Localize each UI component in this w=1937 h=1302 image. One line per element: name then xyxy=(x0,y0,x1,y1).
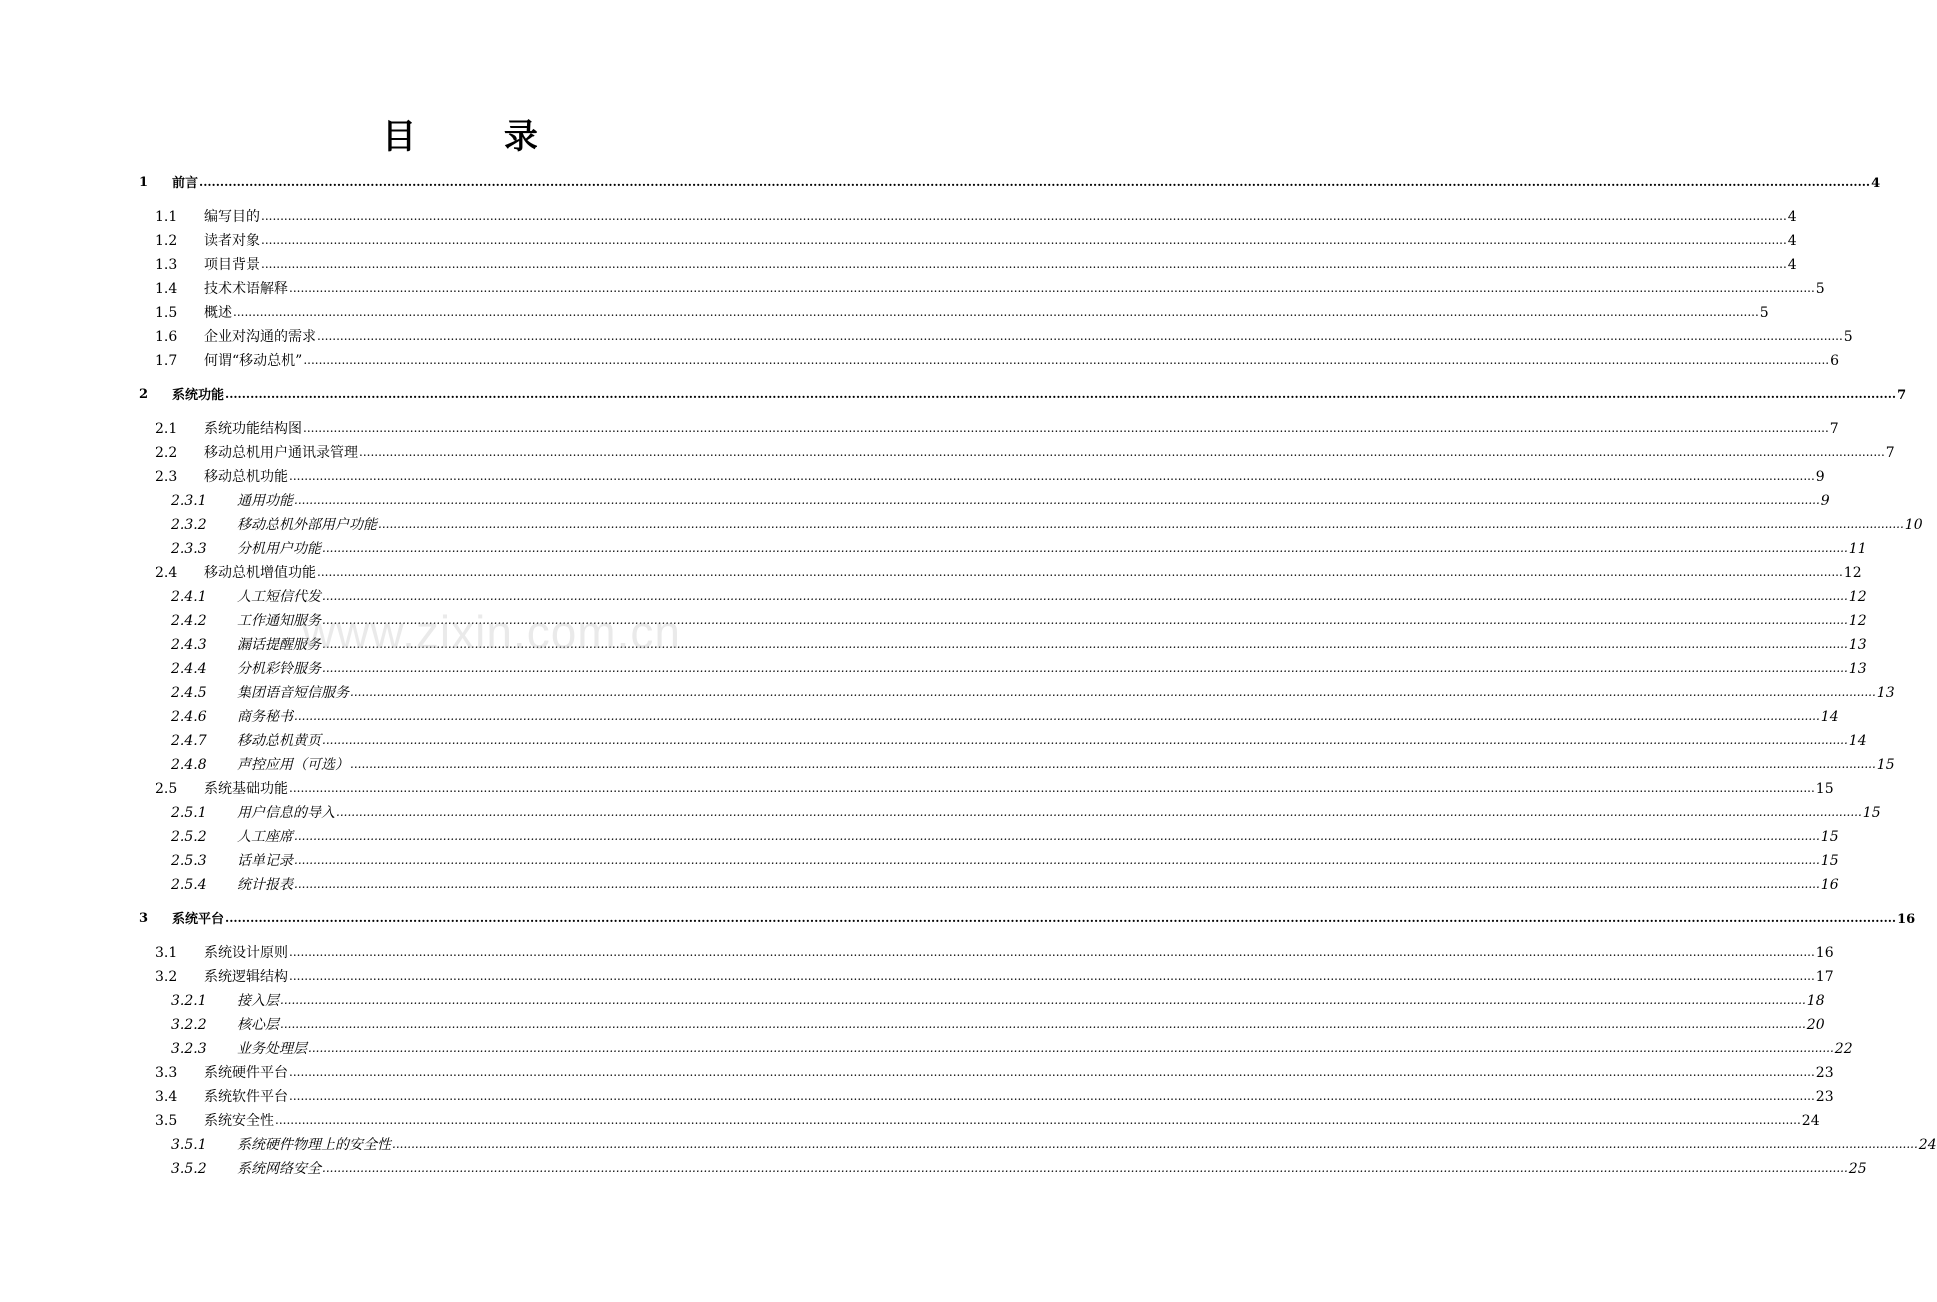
toc-entry-number: 1.5 xyxy=(155,305,178,321)
toc-entry-line xyxy=(204,301,1769,325)
toc-entry-line xyxy=(204,441,1895,465)
dot-leader: ................................................................................................................................................................................................................................................................................................................................................................................................................ xyxy=(225,387,1897,401)
toc-entry-label: 系统基础功能 xyxy=(204,781,288,797)
toc-entry-number: 2.4.8 xyxy=(171,757,207,773)
toc-entry-number: 3.5.2 xyxy=(171,1161,207,1177)
dot-leader: ................................................................................................................................................................................................................................................................................................................................................................................................................ xyxy=(308,1041,1834,1055)
toc-entry-label: 人工短信代发 xyxy=(237,589,321,605)
toc-entry-number: 1.4 xyxy=(155,281,178,297)
toc-entry-page-number: 16 xyxy=(1815,945,1834,961)
dot-leader: ................................................................................................................................................................................................................................................................................................................................................................................................................ xyxy=(280,993,1806,1007)
toc-entry-number: 2.3.1 xyxy=(171,493,207,509)
toc-entry-number: 2.4.3 xyxy=(171,637,207,653)
dot-leader: ................................................................................................................................................................................................................................................................................................................................................................................................................ xyxy=(303,353,1830,367)
dot-leader: ................................................................................................................................................................................................................................................................................................................................................................................................................ xyxy=(225,911,1897,925)
dot-leader: ................................................................................................................................................................................................................................................................................................................................................................................................................ xyxy=(289,781,1815,795)
dot-leader: ................................................................................................................................................................................................................................................................................................................................................................................................................ xyxy=(322,733,1848,747)
toc-entry-line xyxy=(237,1157,1867,1181)
toc-entry-label: 业务处理层 xyxy=(237,1041,307,1057)
toc-entry-number: 3.2.1 xyxy=(171,993,207,1009)
toc-entry[interactable] xyxy=(0,801,1881,825)
toc-entry-number: 1.3 xyxy=(155,257,178,273)
toc-entry-page-number: 24 xyxy=(1801,1113,1820,1129)
dot-leader: ................................................................................................................................................................................................................................................................................................................................................................................................................ xyxy=(294,853,1820,867)
toc-entry[interactable] xyxy=(0,965,1834,989)
dot-leader: ................................................................................................................................................................................................................................................................................................................................................................................................................ xyxy=(289,1089,1815,1103)
toc-entry[interactable] xyxy=(0,171,1881,195)
dot-leader: ................................................................................................................................................................................................................................................................................................................................................................................................................ xyxy=(322,589,1848,603)
toc-entry[interactable] xyxy=(0,229,1797,253)
dot-leader: ................................................................................................................................................................................................................................................................................................................................................................................................................ xyxy=(289,1065,1815,1079)
dot-leader: ................................................................................................................................................................................................................................................................................................................................................................................................................ xyxy=(317,329,1843,343)
dot-leader: ................................................................................................................................................................................................................................................................................................................................................................................................................ xyxy=(294,493,1820,507)
toc-entry-label: 核心层 xyxy=(237,1017,279,1033)
dot-leader: ................................................................................................................................................................................................................................................................................................................................................................................................................ xyxy=(350,685,1876,699)
toc-entry-number: 2.5.3 xyxy=(171,853,207,869)
toc-entry[interactable] xyxy=(0,1085,1834,1109)
toc-entry-label: 编写目的 xyxy=(204,209,260,225)
toc-entry-number: 2.4 xyxy=(155,565,178,581)
toc-entry-number: 2.4.7 xyxy=(171,733,207,749)
toc-entry-label: 集团语音短信服务 xyxy=(237,685,349,701)
toc-entry-number: 3.4 xyxy=(155,1089,178,1105)
toc-entry-label: 分机彩铃服务 xyxy=(237,661,321,677)
toc-entry-line xyxy=(237,585,1867,609)
toc-entry[interactable] xyxy=(0,301,1769,325)
toc-entry-page-number: 10 xyxy=(1904,517,1923,533)
toc-entry-page-number: 9 xyxy=(1820,493,1830,509)
toc-entry-number: 2.4.5 xyxy=(171,685,207,701)
toc-entry-line xyxy=(237,825,1839,849)
toc-entry-page-number: 24 xyxy=(1918,1137,1937,1153)
toc-entry-line xyxy=(237,729,1867,753)
dot-leader: ................................................................................................................................................................................................................................................................................................................................................................................................................ xyxy=(289,969,1815,983)
toc-entry-number: 3.2.3 xyxy=(171,1041,207,1057)
toc-entry-number: 3.5 xyxy=(155,1113,178,1129)
toc-entry-label: 读者对象 xyxy=(204,233,260,249)
toc-entry-number: 1.6 xyxy=(155,329,178,345)
toc-entry-label: 移动总机用户通讯录管理 xyxy=(204,445,358,461)
dot-leader: ................................................................................................................................................................................................................................................................................................................................................................................................................ xyxy=(303,421,1829,435)
toc-entry-label: 系统硬件平台 xyxy=(204,1065,288,1081)
dot-leader: ................................................................................................................................................................................................................................................................................................................................................................................................................ xyxy=(261,209,1787,223)
toc-entry-label: 移动总机黄页 xyxy=(237,733,321,749)
toc-entry-number: 3.2.2 xyxy=(171,1017,207,1033)
toc-entry-label: 话单记录 xyxy=(237,853,293,869)
toc-entry-line xyxy=(204,253,1797,277)
toc-entry[interactable] xyxy=(0,537,1867,561)
toc-entry-label: 漏话提醒服务 xyxy=(237,637,321,653)
toc-entry-line xyxy=(172,171,1881,196)
toc-entry[interactable] xyxy=(0,1037,1853,1061)
toc-entry-number: 2 xyxy=(139,387,149,402)
dot-leader: ................................................................................................................................................................................................................................................................................................................................................................................................................ xyxy=(322,661,1848,675)
toc-entry[interactable] xyxy=(0,849,1839,873)
toc-entry-page-number: 14 xyxy=(1848,733,1867,749)
toc-entry-label: 系统网络安全 xyxy=(237,1161,321,1177)
toc-entry-page-number: 13 xyxy=(1848,661,1867,677)
toc-entry-page-number: 7 xyxy=(1829,421,1839,437)
toc-entry[interactable] xyxy=(0,417,1839,441)
toc-entry-number: 2.5.1 xyxy=(171,805,207,821)
toc-entry[interactable] xyxy=(0,873,1839,897)
toc-entry-line xyxy=(204,325,1853,349)
toc-entry-line xyxy=(204,465,1825,489)
toc-entry-line xyxy=(237,609,1867,633)
dot-leader: ................................................................................................................................................................................................................................................................................................................................................................................................................ xyxy=(294,877,1820,891)
dot-leader: ................................................................................................................................................................................................................................................................................................................................................................................................................ xyxy=(289,281,1815,295)
toc-entry-label: 系统功能结构图 xyxy=(204,421,302,437)
toc-entry-page-number: 18 xyxy=(1806,993,1825,1009)
toc-entry-line xyxy=(204,1085,1834,1109)
toc-entry-line xyxy=(237,801,1881,825)
watermark: www.zixin.com.cn xyxy=(302,606,681,658)
toc-title: 目 录 xyxy=(382,117,576,157)
toc-entry-page-number: 7 xyxy=(1897,388,1907,403)
toc-entry-line xyxy=(237,1133,1937,1157)
toc-entry[interactable] xyxy=(0,561,1862,585)
toc-entry[interactable] xyxy=(0,441,1895,465)
toc-entry-number: 2.3.2 xyxy=(171,517,207,533)
toc-entry-page-number: 23 xyxy=(1815,1065,1834,1081)
toc-entry-line xyxy=(204,965,1834,989)
toc-entry-label: 商务秘书 xyxy=(237,709,293,725)
toc-entry-page-number: 14 xyxy=(1820,709,1839,725)
toc-entry-number: 2.2 xyxy=(155,445,178,461)
dot-leader: ................................................................................................................................................................................................................................................................................................................................................................................................................ xyxy=(322,1161,1848,1175)
toc-entry-page-number: 12 xyxy=(1843,565,1862,581)
toc-entry[interactable] xyxy=(0,657,1867,681)
toc-entry[interactable] xyxy=(0,489,1830,513)
dot-leader: ................................................................................................................................................................................................................................................................................................................................................................................................................ xyxy=(261,257,1787,271)
toc-entry-page-number: 16 xyxy=(1820,877,1839,893)
toc-entry-label: 系统硬件物理上的安全性 xyxy=(237,1137,391,1153)
toc-entry-line xyxy=(204,1109,1820,1133)
toc-entry-page-number: 12 xyxy=(1848,589,1867,605)
dot-leader: ................................................................................................................................................................................................................................................................................................................................................................................................................ xyxy=(350,757,1876,771)
toc-entry-label: 系统安全性 xyxy=(204,1113,274,1129)
toc-entry[interactable] xyxy=(0,465,1825,489)
toc-entry-number: 2.1 xyxy=(155,421,178,437)
dot-leader: ................................................................................................................................................................................................................................................................................................................................................................................................................ xyxy=(261,233,1787,247)
toc-entry-line xyxy=(204,417,1839,441)
toc-entry-line xyxy=(237,753,1895,777)
toc-entry-page-number: 13 xyxy=(1848,637,1867,653)
toc-entry-line xyxy=(172,907,1916,932)
toc-entry[interactable] xyxy=(0,941,1834,965)
toc-entry-label: 何谓“移动总机” xyxy=(204,353,303,369)
toc-entry[interactable] xyxy=(0,609,1867,633)
toc-entry-page-number: 16 xyxy=(1897,912,1916,927)
toc-entry-line xyxy=(204,1061,1834,1085)
toc-entry-page-number: 5 xyxy=(1815,281,1825,297)
toc-entry[interactable] xyxy=(0,681,1895,705)
toc-entry-line xyxy=(237,705,1839,729)
toc-entry-number: 1.2 xyxy=(155,233,178,249)
toc-entry[interactable] xyxy=(0,705,1839,729)
dot-leader: ................................................................................................................................................................................................................................................................................................................................................................................................................ xyxy=(378,517,1904,531)
toc-entry-line xyxy=(204,561,1862,585)
toc-entry-page-number: 9 xyxy=(1815,469,1825,485)
toc-entry[interactable] xyxy=(0,513,1923,537)
toc-entry-page-number: 4 xyxy=(1787,257,1797,273)
toc-entry-line xyxy=(237,489,1830,513)
toc-entry-line xyxy=(204,277,1825,301)
toc-entry-page-number: 17 xyxy=(1815,969,1834,985)
toc-entry-number: 3.2 xyxy=(155,969,178,985)
toc-entry-label: 系统功能 xyxy=(172,388,225,403)
toc-entry[interactable] xyxy=(0,825,1839,849)
toc-entry-page-number: 7 xyxy=(1885,445,1895,461)
toc-entry-label: 项目背景 xyxy=(204,257,260,273)
toc-entry-label: 移动总机功能 xyxy=(204,469,288,485)
dot-leader: ................................................................................................................................................................................................................................................................................................................................................................................................................ xyxy=(322,613,1848,627)
toc-entry-page-number: 4 xyxy=(1787,233,1797,249)
toc-entry-label: 系统逻辑结构 xyxy=(204,969,288,985)
toc-entry[interactable] xyxy=(0,205,1797,229)
toc-entry-line xyxy=(204,349,1840,373)
toc-entry-page-number: 6 xyxy=(1830,353,1840,369)
toc-entry-label: 分机用户功能 xyxy=(237,541,321,557)
toc-entry-number: 1.7 xyxy=(155,353,178,369)
toc-entry[interactable] xyxy=(0,907,1916,931)
toc-entry-page-number: 12 xyxy=(1848,613,1867,629)
toc-entry-page-number: 5 xyxy=(1843,329,1853,345)
toc-entry-number: 2.4.2 xyxy=(171,613,207,629)
toc-entry[interactable] xyxy=(0,1157,1867,1181)
toc-entry-number: 2.3 xyxy=(155,469,178,485)
toc-entry-line xyxy=(237,681,1895,705)
toc-entry-page-number: 25 xyxy=(1848,1161,1867,1177)
toc-entry-page-number: 15 xyxy=(1820,829,1839,845)
toc-entry-label: 系统软件平台 xyxy=(204,1089,288,1105)
toc-entry-page-number: 22 xyxy=(1834,1041,1853,1057)
toc-entry[interactable] xyxy=(0,585,1867,609)
dot-leader: ................................................................................................................................................................................................................................................................................................................................................................................................................ xyxy=(280,1017,1806,1031)
toc-entry-number: 3.5.1 xyxy=(171,1137,207,1153)
toc-entry-number: 2.5 xyxy=(155,781,178,797)
toc-entry-label: 系统平台 xyxy=(172,912,225,927)
toc-entry-page-number: 13 xyxy=(1876,685,1895,701)
toc-entry-label: 企业对沟通的需求 xyxy=(204,329,316,345)
toc-entry-line xyxy=(237,1037,1853,1061)
toc-entry-label: 声控应用（可选） xyxy=(237,757,349,773)
toc-entry[interactable] xyxy=(0,989,1825,1013)
toc-entry-label: 接入层 xyxy=(237,993,279,1009)
toc-entry-number: 1.1 xyxy=(155,209,178,225)
toc-entry-label: 前言 xyxy=(172,176,199,191)
toc-entry-line xyxy=(237,849,1839,873)
toc-entry-label: 工作通知服务 xyxy=(237,613,321,629)
toc-entry-page-number: 5 xyxy=(1759,305,1769,321)
dot-leader: ................................................................................................................................................................................................................................................................................................................................................................................................................ xyxy=(359,445,1885,459)
toc-entry-label: 人工座席 xyxy=(237,829,293,845)
toc-entry-number: 2.5.2 xyxy=(171,829,207,845)
dot-leader: ................................................................................................................................................................................................................................................................................................................................................................................................................ xyxy=(336,805,1862,819)
toc-entry-line xyxy=(204,777,1834,801)
toc-entry-page-number: 11 xyxy=(1848,541,1867,557)
toc-entry-page-number: 20 xyxy=(1806,1017,1825,1033)
toc-entry-label: 系统设计原则 xyxy=(204,945,288,961)
toc-entry-label: 移动总机外部用户功能 xyxy=(237,517,377,533)
toc-entry[interactable] xyxy=(0,1013,1825,1037)
toc-entry-line xyxy=(237,873,1839,897)
toc-entry-line xyxy=(237,1013,1825,1037)
toc-entry[interactable] xyxy=(0,325,1853,349)
toc-entry-line xyxy=(204,205,1797,229)
toc-entry-line xyxy=(172,383,1907,408)
toc-entry[interactable] xyxy=(0,1133,1937,1157)
toc-entry-number: 2.5.4 xyxy=(171,877,207,893)
dot-leader: ................................................................................................................................................................................................................................................................................................................................................................................................................ xyxy=(322,637,1848,651)
toc-entry-number: 3.3 xyxy=(155,1065,178,1081)
toc-entry[interactable] xyxy=(0,777,1834,801)
toc-entry-page-number: 4 xyxy=(1871,176,1881,191)
toc-entry-line xyxy=(237,989,1825,1013)
toc-entry-label: 通用功能 xyxy=(237,493,293,509)
toc-entry[interactable] xyxy=(0,277,1825,301)
toc-entry-line xyxy=(237,513,1923,537)
dot-leader: ................................................................................................................................................................................................................................................................................................................................................................................................................ xyxy=(233,305,1759,319)
toc-entry-number: 3.1 xyxy=(155,945,178,961)
toc-entry-page-number: 4 xyxy=(1787,209,1797,225)
toc-entry-page-number: 23 xyxy=(1815,1089,1834,1105)
toc-entry[interactable] xyxy=(0,349,1840,373)
toc-entry-line xyxy=(237,657,1867,681)
toc-entry-page-number: 15 xyxy=(1820,853,1839,869)
toc-entry-number: 3 xyxy=(139,911,149,926)
dot-leader: ................................................................................................................................................................................................................................................................................................................................................................................................................ xyxy=(199,175,1871,189)
dot-leader: ................................................................................................................................................................................................................................................................................................................................................................................................................ xyxy=(392,1137,1918,1151)
toc-entry-line xyxy=(204,941,1834,965)
toc-entry-number: 2.4.1 xyxy=(171,589,207,605)
toc-entry-page-number: 15 xyxy=(1876,757,1895,773)
toc-entry-line xyxy=(204,229,1797,253)
toc-entry-number: 2.4.6 xyxy=(171,709,207,725)
dot-leader: ................................................................................................................................................................................................................................................................................................................................................................................................................ xyxy=(289,945,1815,959)
toc-entry-label: 用户信息的导入 xyxy=(237,805,335,821)
toc-entry-label: 统计报表 xyxy=(237,877,293,893)
toc-entry-page-number: 15 xyxy=(1862,805,1881,821)
toc-entry-label: 移动总机增值功能 xyxy=(204,565,316,581)
toc-entry-line xyxy=(237,537,1867,561)
toc-entry[interactable] xyxy=(0,729,1867,753)
toc-entry[interactable] xyxy=(0,253,1797,277)
toc-entry[interactable] xyxy=(0,1109,1820,1133)
toc-entry-page-number: 15 xyxy=(1815,781,1834,797)
toc-entry-number: 1 xyxy=(139,175,149,190)
toc-entry-line xyxy=(237,633,1867,657)
dot-leader: ................................................................................................................................................................................................................................................................................................................................................................................................................ xyxy=(294,709,1820,723)
toc-entry[interactable] xyxy=(0,383,1907,407)
toc-entry[interactable] xyxy=(0,753,1895,777)
dot-leader: ................................................................................................................................................................................................................................................................................................................................................................................................................ xyxy=(317,565,1843,579)
dot-leader: ................................................................................................................................................................................................................................................................................................................................................................................................................ xyxy=(275,1113,1801,1127)
dot-leader: ................................................................................................................................................................................................................................................................................................................................................................................................................ xyxy=(294,829,1820,843)
toc-entry-number: 2.3.3 xyxy=(171,541,207,557)
toc-entry-number: 2.4.4 xyxy=(171,661,207,677)
dot-leader: ................................................................................................................................................................................................................................................................................................................................................................................................................ xyxy=(289,469,1815,483)
toc-entry[interactable] xyxy=(0,1061,1834,1085)
toc-entry-label: 技术术语解释 xyxy=(204,281,288,297)
toc-entry-label: 概述 xyxy=(204,305,232,321)
dot-leader: ................................................................................................................................................................................................................................................................................................................................................................................................................ xyxy=(322,541,1848,555)
toc-entry[interactable] xyxy=(0,633,1867,657)
